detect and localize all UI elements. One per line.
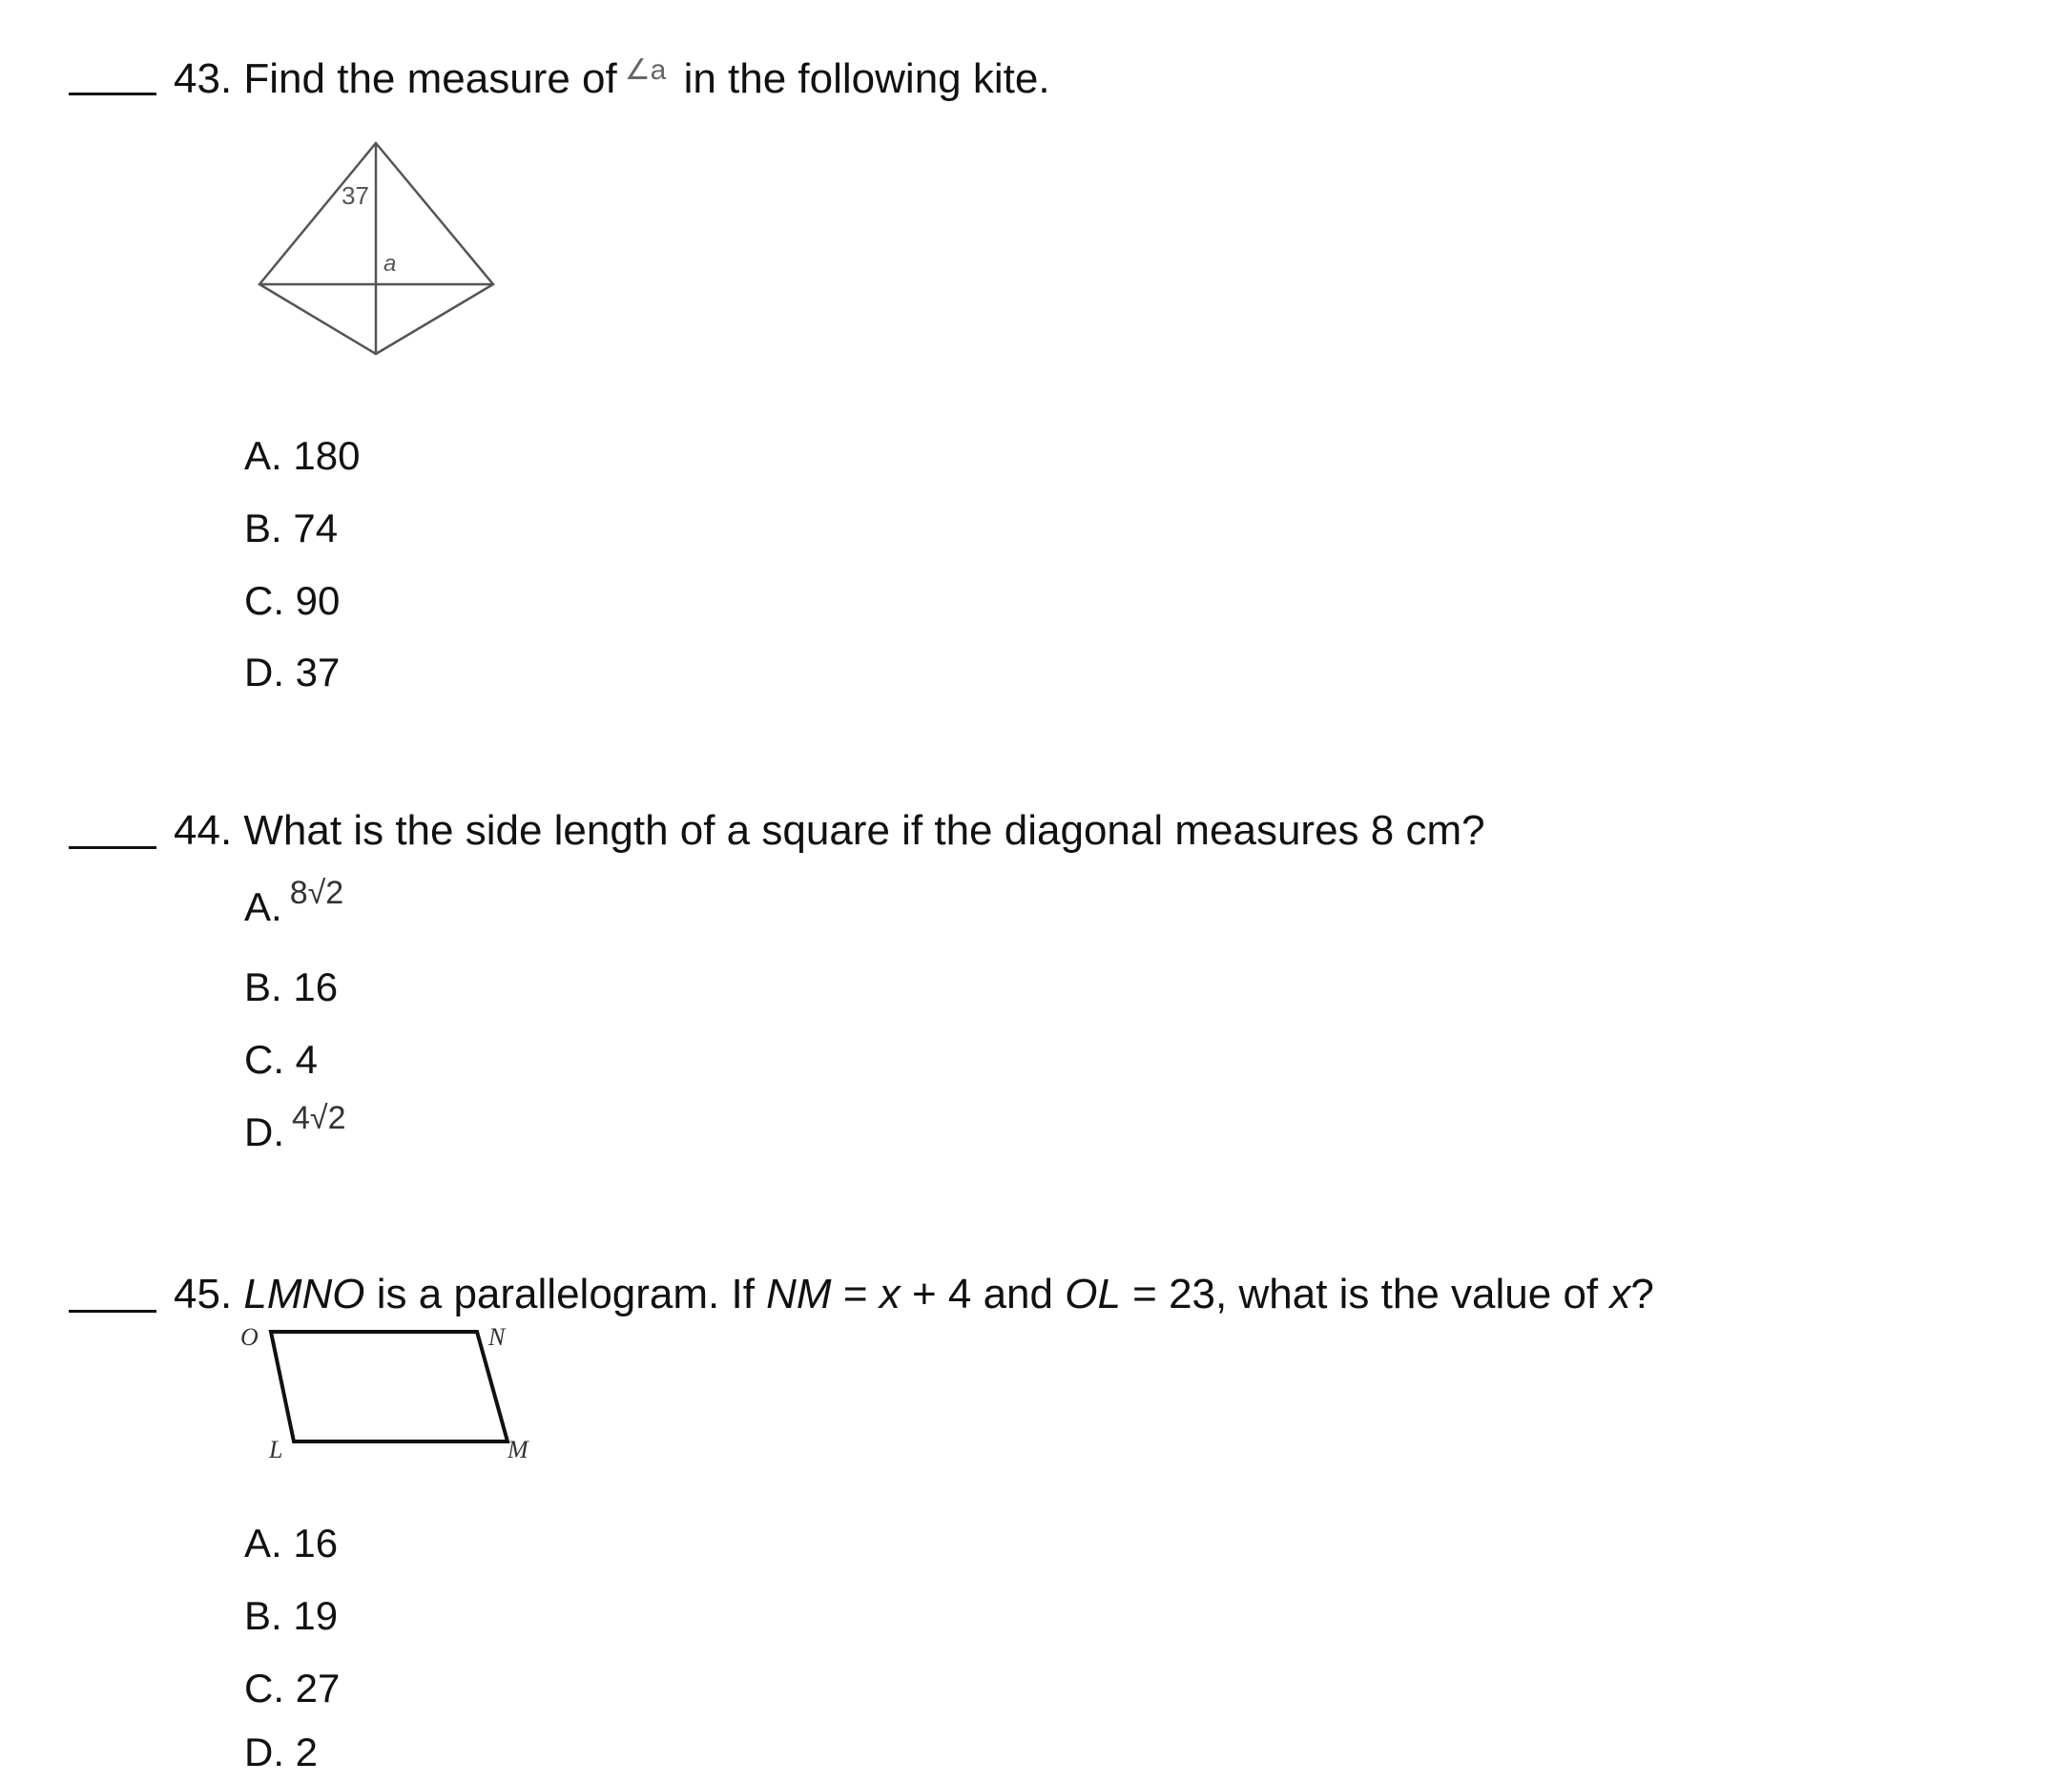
choice-44-d[interactable]: D. $^{4√2}$ — [244, 1100, 346, 1154]
choice-43-b[interactable]: B. 74 — [244, 506, 339, 550]
vertex-o-label: O — [240, 1323, 259, 1351]
question-prefix: Find the measure of — [243, 55, 617, 102]
question-43-text — [174, 53, 1050, 110]
kite-a-label: a — [383, 251, 397, 277]
choice-43-a[interactable]: A. 180 — [244, 433, 361, 478]
question-number: 44. — [174, 807, 233, 854]
question-body: What is the side length of a square if the diagonal measures 8 cm? — [243, 807, 1485, 854]
choice-45-d[interactable]: D. 2 — [244, 1730, 319, 1774]
choice-44-a[interactable]: A. $^{8√2}$ — [244, 875, 344, 929]
kite-figure — [248, 134, 506, 363]
choice-43-d[interactable]: D. 37 — [244, 650, 341, 695]
choice-45-a[interactable]: A. 16 — [244, 1521, 339, 1565]
answer-blank-44[interactable] — [69, 846, 156, 849]
question-45-text: 45. LMNO is a parallelogram. If NM = x + 4 and OL = 23, what is the value of x? — [174, 1271, 1654, 1317]
choice-43-c[interactable]: C. 90 — [244, 578, 341, 623]
parallelogram-figure — [229, 1317, 553, 1469]
question-number: 45. — [174, 1271, 233, 1317]
vertex-n-label: N — [488, 1323, 506, 1351]
kite-angle-label: 37 — [342, 181, 369, 210]
angle-icon: ∠a — [624, 54, 667, 86]
choice-45-c[interactable]: C. 27 — [244, 1666, 341, 1710]
answer-blank-45[interactable] — [69, 1310, 156, 1313]
choice-44-c[interactable]: C. 4 — [244, 1037, 319, 1082]
choice-44-b[interactable]: B. 16 — [244, 964, 339, 1009]
question-suffix: in the following kite. — [683, 55, 1050, 102]
vertex-l-label: L — [269, 1436, 283, 1463]
question-44-text — [174, 805, 1485, 857]
vertex-m-label: M — [508, 1436, 528, 1463]
question-number: 43. — [174, 55, 233, 102]
answer-blank-43[interactable] — [69, 93, 156, 95]
choice-45-b[interactable]: B. 19 — [244, 1593, 339, 1638]
